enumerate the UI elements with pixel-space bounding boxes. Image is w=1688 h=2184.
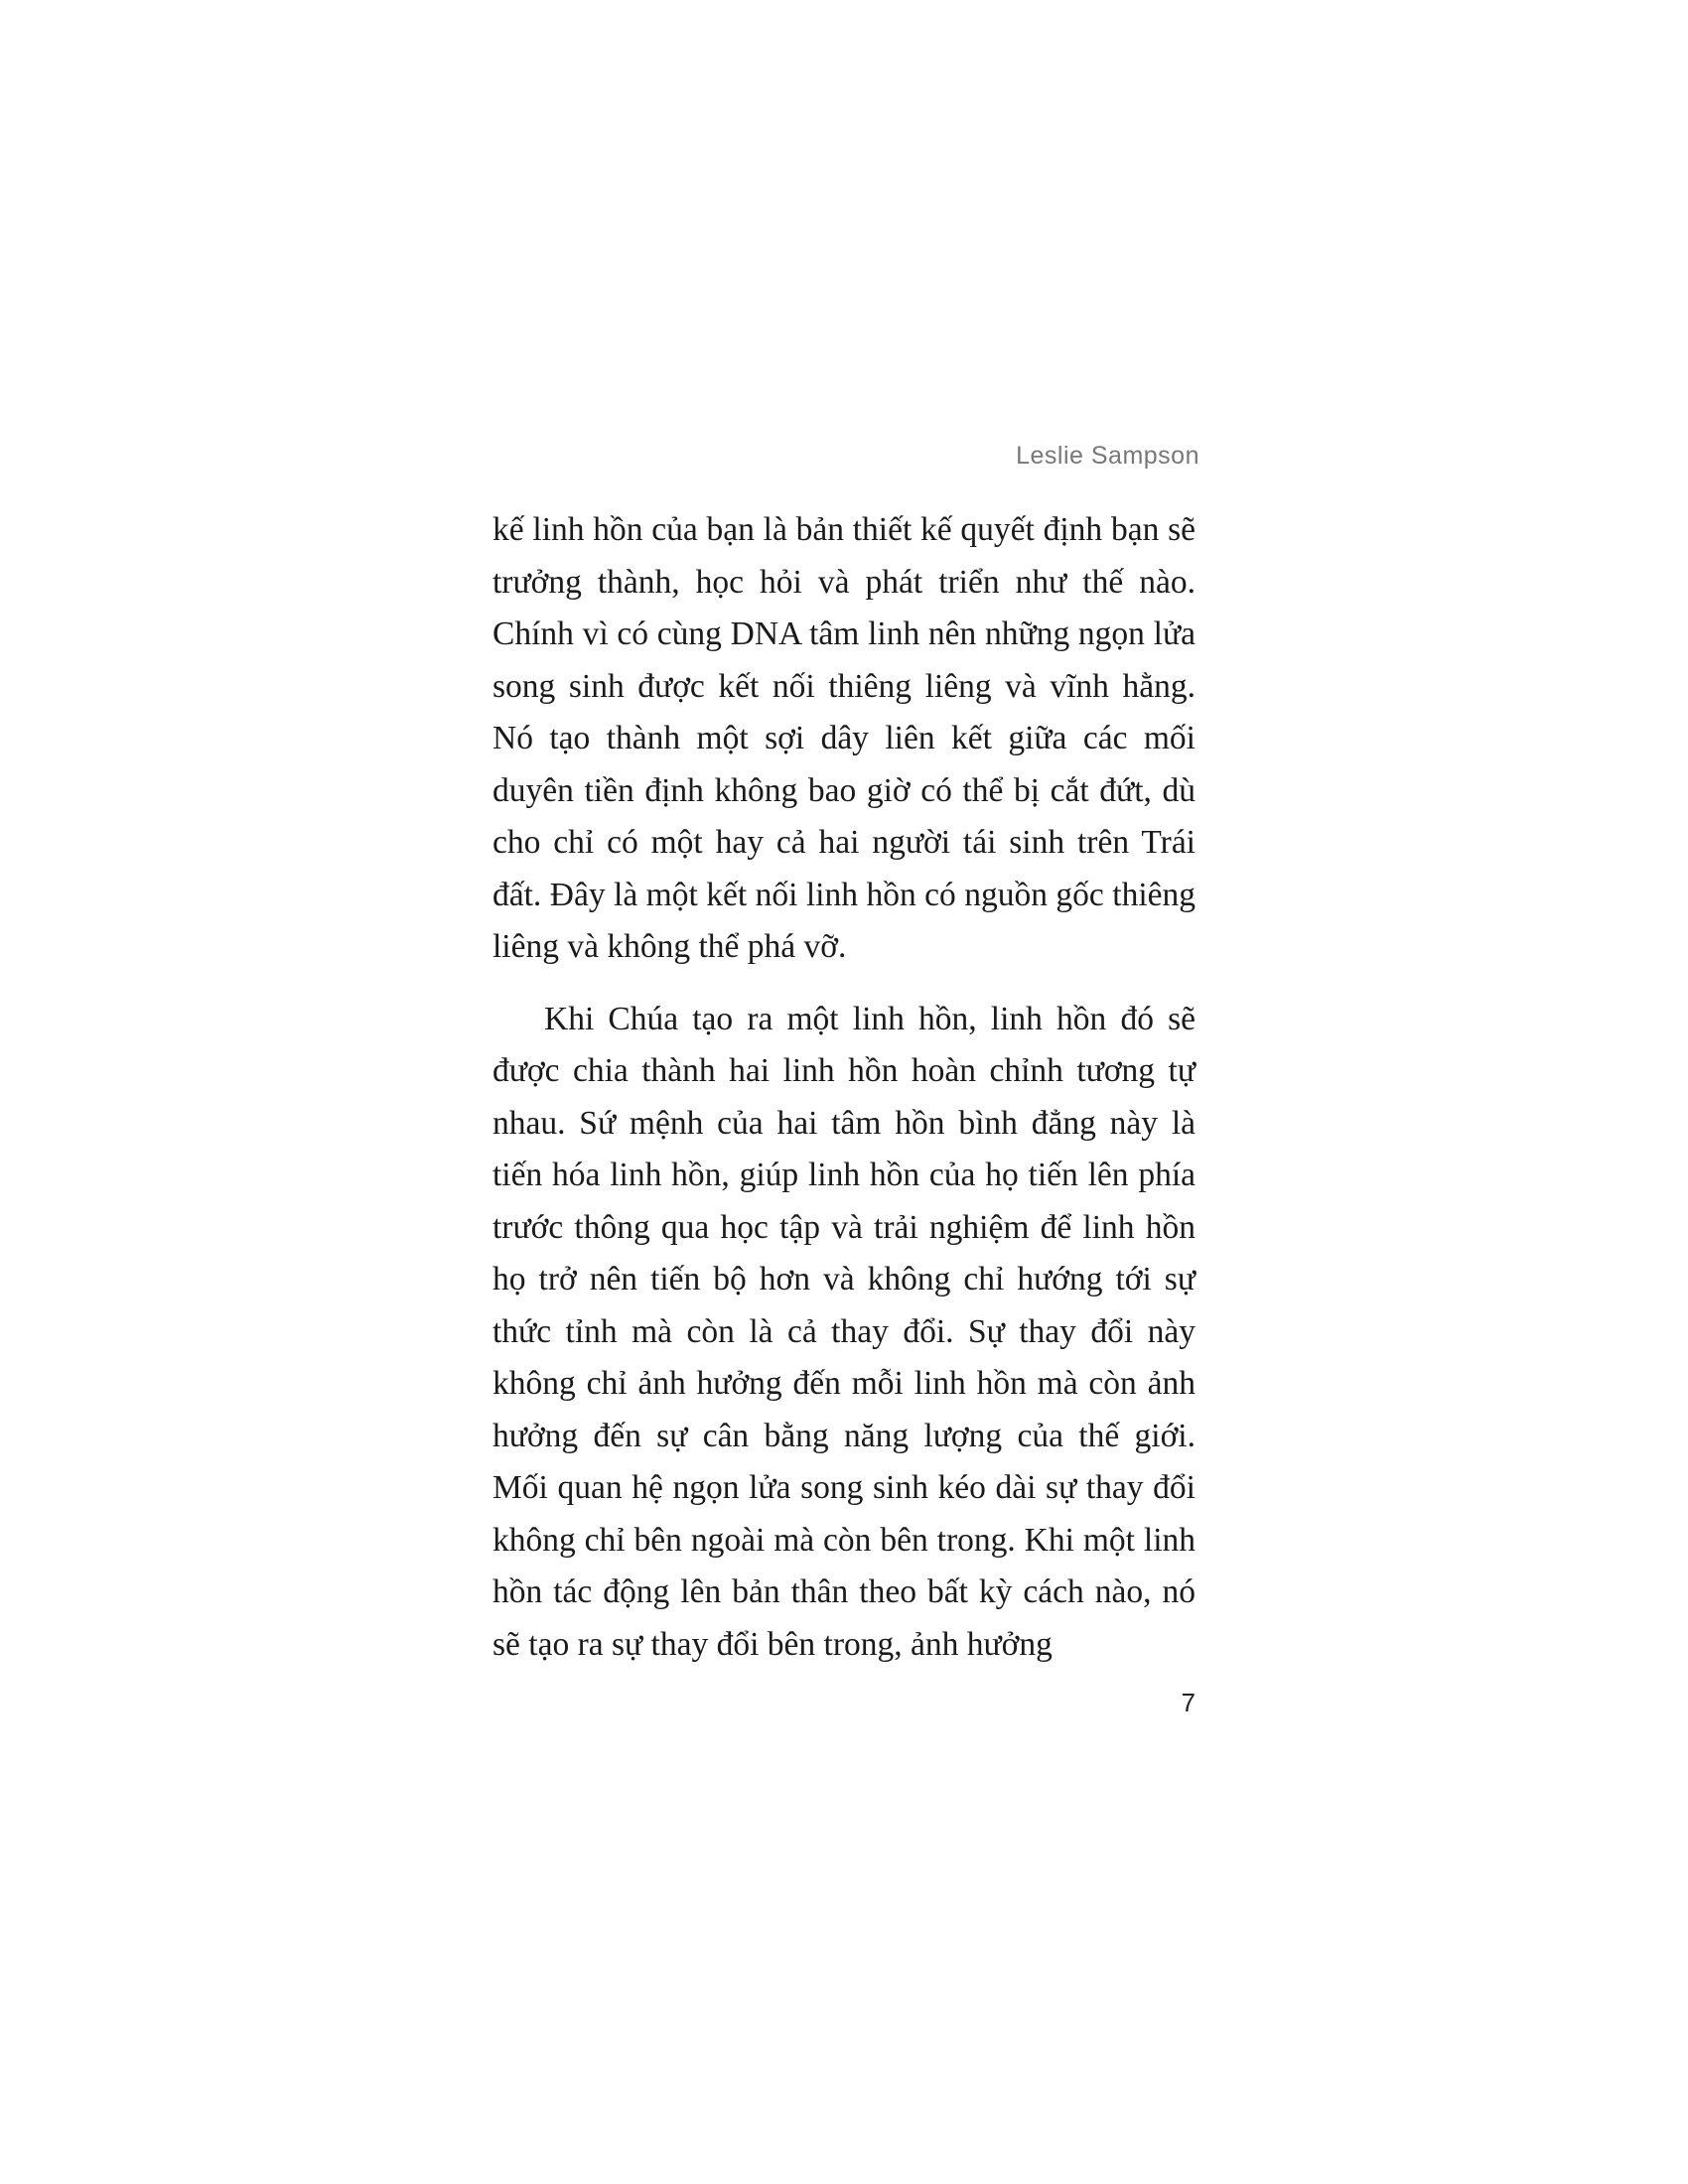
- body-text: [492, 504, 1196, 1671]
- paragraph-1: kế linh hồn của bạn là bản thiết kế quyết định bạn sẽ trưởng thành, học hỏi và phát triển như thế nào. Chính vì có cùng DNA tâm linh nên những ngọn lửa song sinh được kết nối thiêng liêng và vĩnh hằng. Nó tạo thành một sợi dây liên kết giữa các mối duyên tiền định không bao giờ có thể bị cắt đứt, dù cho chỉ có một hay cả hai người tái sinh trên Trái đất. Đây là một kết nối linh hồn có nguồn gốc thiêng liêng và không thể phá vỡ.: [492, 511, 1196, 965]
- running-header-author: Leslie Sampson: [1016, 442, 1199, 470]
- paragraph-2: Khi Chúa tạo ra một linh hồn, linh hồn đó sẽ được chia thành hai linh hồn hoàn chỉnh tương tự nhau. Sứ mệnh của hai tâm hồn bình đẳng này là tiến hóa linh hồn, giúp linh hồn của họ tiến lên phía trước thông qua học tập và trải nghiệm để linh hồn họ trở nên tiến bộ hơn và không chỉ hướng tới sự thức tỉnh mà còn là cả thay đổi. Sự thay đổi này không chỉ ảnh hưởng đến mỗi linh hồn mà còn ảnh hưởng đến sự cân bằng năng lượng của thế giới. Mối quan hệ ngọn lửa song sinh kéo dài sự thay đổi không chỉ bên ngoài mà còn bên trong. Khi một linh hồn tác động lên bản thân theo bất kỳ cách nào, nó sẽ tạo ra sự thay đổi bên trong, ảnh hưởng: [492, 1000, 1196, 1663]
- page-number: 7: [1181, 1688, 1196, 1717]
